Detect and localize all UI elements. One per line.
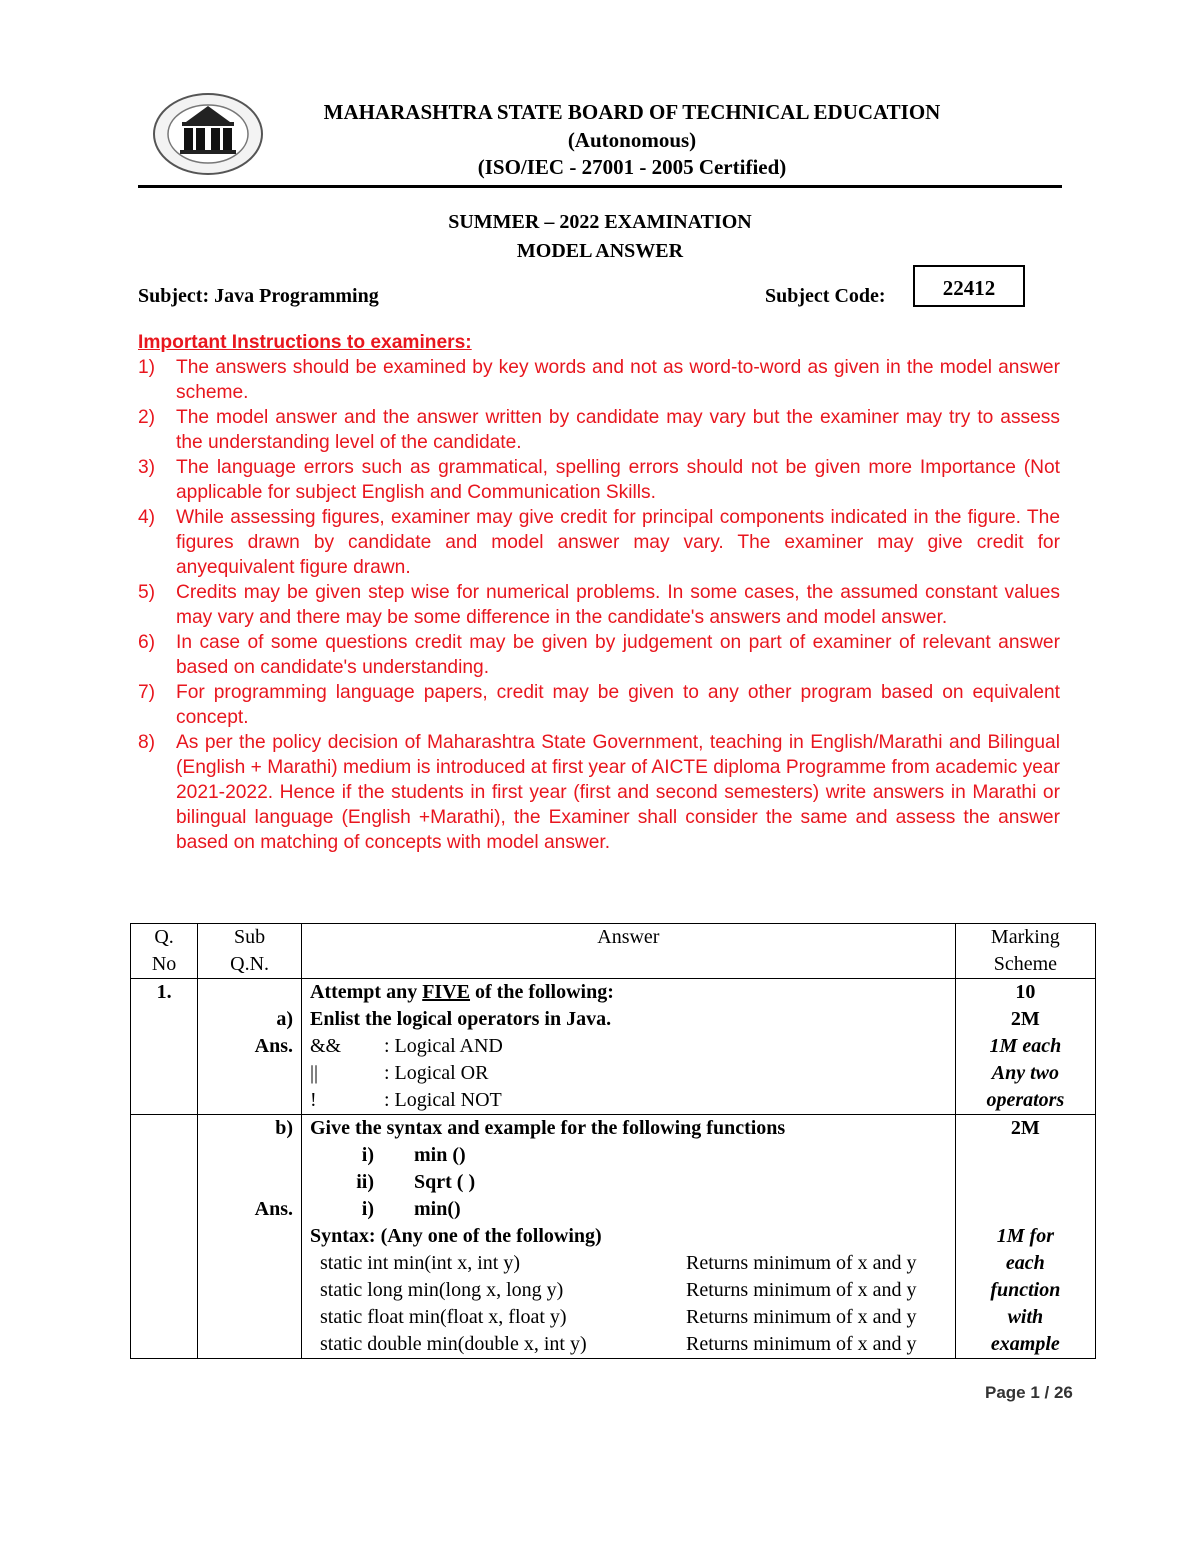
instruction-text: The model answer and the answer written by candidate may vary but the examiner may try to assess the understanding level of the candidate. — [176, 407, 1060, 453]
b-scheme-line: function — [990, 1279, 1061, 1301]
a-scheme-line: operators — [986, 1089, 1065, 1111]
subquestion-cell — [198, 1115, 302, 1359]
instruction-item — [138, 355, 1060, 405]
msbte-logo — [152, 92, 264, 176]
header-qno — [131, 924, 198, 979]
header-qno-line2: No — [151, 953, 177, 975]
syntax-row — [310, 1304, 947, 1331]
instructions — [138, 330, 1060, 855]
function-name: min () — [414, 1144, 466, 1166]
instruction-text: As per the policy decision of Maharashtra State Government, teaching in English/Marathi and Bilingual (English + Marathi) medium is introduced at first year of AICTE diploma Programme from academic year 2021-2022. Hence if the students in first year (first and second semesters) write answers in Marathi or bilingual language (English +Marathi), the Examiner shall consider the same and assess the answer based on matching of concepts with model answer. — [176, 732, 1060, 853]
instruction-num: 7) — [138, 682, 156, 703]
exam-title: SUMMER – 2022 EXAMINATION — [448, 211, 752, 233]
header-marking-line2: Scheme — [993, 953, 1058, 975]
instruction-num: 8) — [138, 732, 156, 753]
function-num: i) — [361, 1198, 374, 1220]
attempt-marks: 10 — [1015, 981, 1036, 1003]
question-number-empty — [131, 1115, 198, 1359]
instruction-num: 6) — [138, 632, 156, 653]
b-scheme-line: 1M for — [996, 1225, 1054, 1247]
operator-desc: : Logical AND — [384, 1035, 503, 1057]
subject-code-box: 22412 — [913, 265, 1025, 307]
operator-row — [310, 1060, 947, 1087]
subject-label: Subject: Java Programming — [138, 285, 379, 307]
instruction-item — [138, 680, 1060, 730]
instruction-item — [138, 405, 1060, 455]
table-header-row — [131, 924, 1096, 979]
question-a: Enlist the logical operators in Java. — [310, 1008, 612, 1030]
board-autonomous: (Autonomous) — [567, 128, 697, 152]
syntax-desc: Returns minimum of x and y — [686, 1306, 917, 1328]
function-num: i) — [361, 1144, 374, 1166]
instructions-heading: Important Instructions to examiners: — [138, 332, 472, 353]
header-answer: Answer — [302, 924, 956, 979]
function-item — [310, 1142, 947, 1169]
function-name: Sqrt ( ) — [414, 1171, 476, 1193]
attempt-pre: Attempt any — [310, 981, 423, 1003]
syntax-signature: static int min(int x, int y) — [320, 1252, 520, 1274]
b-marks: 2M — [1010, 1117, 1040, 1139]
a-scheme-line: Any two — [991, 1062, 1059, 1084]
page-number: Page 1 / 26 — [985, 1383, 1073, 1402]
ans-label: Ans. — [254, 1035, 293, 1057]
answer-table — [130, 923, 1096, 1359]
board-title: MAHARASHTRA STATE BOARD OF TECHNICAL EDUCATION — [323, 100, 941, 124]
instruction-num: 3) — [138, 457, 156, 478]
instruction-text: For programming language papers, credit may be given to any other program based on equivalent concept. — [176, 682, 1060, 728]
table-row — [131, 979, 1096, 1115]
marking-cell — [955, 979, 1095, 1115]
syntax-row — [310, 1277, 947, 1304]
question-b: Give the syntax and example for the following functions — [310, 1117, 786, 1139]
instruction-text: In case of some questions credit may be given by judgement on part of examiner of relevant answer based on candidate's understanding. — [176, 632, 1060, 678]
header-subqn — [198, 924, 302, 979]
header-sub-line2: Q.N. — [230, 953, 270, 975]
syntax-signature: static long min(long x, long y) — [320, 1279, 564, 1301]
board-iso: (ISO/IEC - 27001 - 2005 Certified) — [477, 155, 787, 179]
instruction-item — [138, 730, 1060, 855]
a-marks: 2M — [1010, 1008, 1040, 1030]
header-marking-line1: Marking — [990, 926, 1060, 948]
subject-code-label: Subject Code: — [765, 285, 886, 307]
marking-cell — [955, 1115, 1095, 1359]
header-sub-line1: Sub — [234, 926, 266, 948]
function-item — [310, 1196, 947, 1223]
function-name: min() — [414, 1198, 461, 1220]
operator-row — [310, 1087, 947, 1114]
ans-label: Ans. — [254, 1198, 293, 1220]
subq-b-label: b) — [275, 1117, 293, 1139]
instruction-item — [138, 580, 1060, 630]
b-scheme-line: each — [1005, 1252, 1045, 1274]
syntax-row — [310, 1331, 947, 1358]
instruction-text: While assessing figures, examiner may give credit for principal components indicated in the figure. The figures drawn by candidate and model answer may vary. The examiner may give credit for anyequivalent figure drawn. — [176, 507, 1060, 578]
b-scheme-line: with — [1007, 1306, 1044, 1328]
header-qno-line1: Q. — [154, 926, 174, 948]
operator-desc: : Logical NOT — [384, 1089, 502, 1111]
instruction-text: The answers should be examined by key words and not as word-to-word as given in the model answer scheme. — [176, 357, 1060, 403]
subquestion-cell — [198, 979, 302, 1115]
operator-symbol: || — [310, 1062, 319, 1084]
syntax-signature: static double min(double x, int y) — [320, 1333, 587, 1355]
syntax-heading: Syntax: (Any one of the following) — [310, 1225, 602, 1247]
operator-symbol: ! — [310, 1089, 317, 1111]
syntax-signature: static float min(float x, float y) — [320, 1306, 567, 1328]
answer-cell — [302, 1115, 956, 1359]
instruction-item — [138, 630, 1060, 680]
operator-symbol: && — [310, 1035, 342, 1057]
operator-row — [310, 1033, 947, 1060]
attempt-post: of the following: — [470, 981, 614, 1003]
attempt-five: FIVE — [422, 981, 471, 1003]
instruction-num: 1) — [138, 357, 156, 378]
answer-cell — [302, 979, 956, 1115]
syntax-row — [310, 1250, 947, 1277]
question-number: 1. — [131, 979, 198, 1115]
table-row — [131, 1115, 1096, 1359]
subq-a-label: a) — [276, 1008, 293, 1030]
instruction-item — [138, 505, 1060, 580]
syntax-desc: Returns minimum of x and y — [686, 1279, 917, 1301]
b-scheme-line: example — [990, 1333, 1060, 1355]
header-rule — [138, 185, 1062, 188]
instruction-text: Credits may be given step wise for numerical problems. In some cases, the assumed constant values may vary and there may be some difference in the candidate's answers and model answer. — [176, 582, 1060, 628]
instruction-item — [138, 455, 1060, 505]
attempt-instruction — [310, 979, 947, 1006]
operator-desc: : Logical OR — [384, 1062, 489, 1084]
instruction-text: The language errors such as grammatical, spelling errors should not be given more Importance (Not applicable for subject English and Communication Skills. — [176, 457, 1060, 503]
function-item — [310, 1169, 947, 1196]
exam-subtitle: MODEL ANSWER — [516, 240, 684, 262]
instruction-num: 2) — [138, 407, 156, 428]
instruction-num: 4) — [138, 507, 156, 528]
instruction-num: 5) — [138, 582, 156, 603]
function-num: ii) — [356, 1171, 374, 1193]
syntax-desc: Returns minimum of x and y — [686, 1252, 917, 1274]
a-scheme-line: 1M each — [989, 1035, 1062, 1057]
syntax-desc: Returns minimum of x and y — [686, 1333, 917, 1355]
header-marking — [955, 924, 1095, 979]
